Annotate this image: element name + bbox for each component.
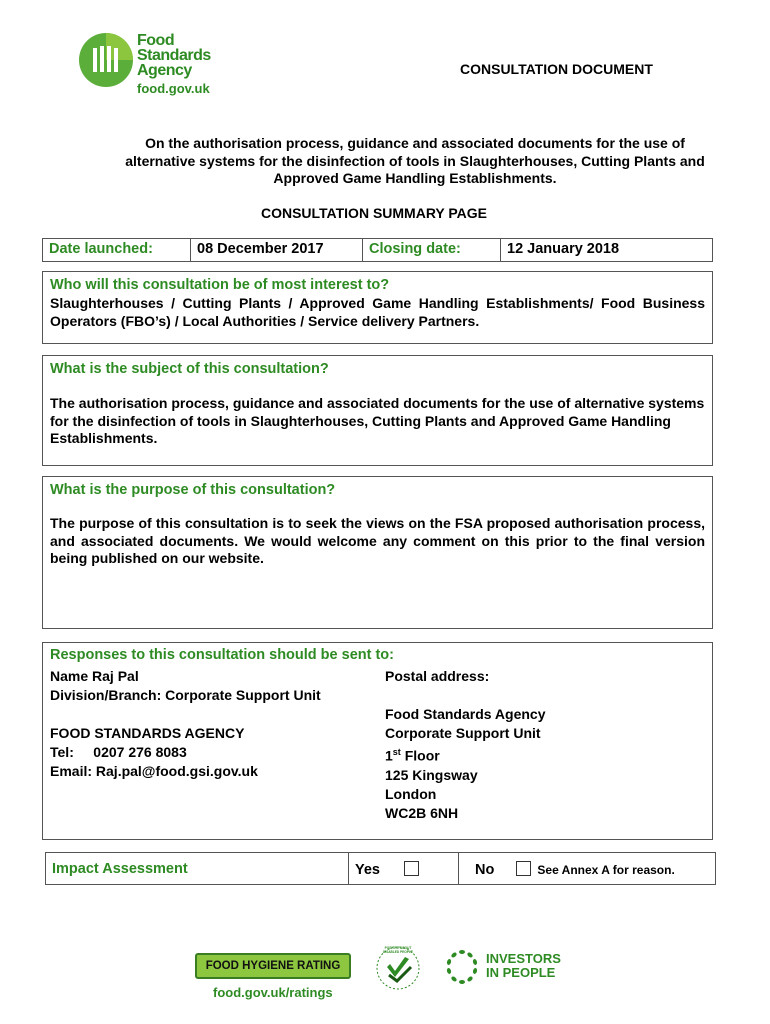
impact-row: [45, 852, 716, 885]
fsa-logo: [78, 30, 228, 100]
purpose-question: What is the purpose of this consultation?: [50, 482, 336, 498]
closing-date-label: Closing date:: [363, 239, 501, 261]
postal-label: Postal address:: [385, 668, 490, 684]
address-line5: London: [385, 785, 437, 802]
fsa-logo-icon: [78, 32, 134, 88]
subject-answer: The authorisation process, guidance and associated documents for the use of alternative systems for the disinfection of tools in Slaughterhouses, Cutting Plants and Approved Game Handling Establishments.: [50, 395, 705, 446]
purpose-answer: The purpose of this consultation is to seek the views on the FSA proposed authorisation process, and associated documents. We would welcome any comment on this prior to the final version being published on our website.: [50, 515, 705, 566]
purpose-section: [42, 476, 713, 629]
summary-heading: CONSULTATION SUMMARY PAGE: [260, 205, 488, 221]
contact-tel: Tel: 0207 276 8083: [50, 744, 187, 760]
address-line4: 125 Kingsway: [385, 766, 478, 783]
contact-name: Name Raj Pal: [50, 668, 139, 684]
doc-type-heading: CONSULTATION DOCUMENT: [460, 61, 653, 77]
food-hygiene-rating-logo: [195, 953, 353, 983]
closing-date-value: 12 January 2018: [507, 241, 620, 257]
investors-wreath-icon: [444, 949, 480, 985]
subject-question: What is the subject of this consultation?: [50, 361, 329, 377]
impact-yes-cell: [349, 853, 459, 884]
impact-yes-label: Yes: [355, 862, 380, 878]
responses-heading: Responses to this consultation should be sent to:: [50, 647, 394, 663]
address-line2: Corporate Support Unit: [385, 725, 541, 741]
investors-in-people-logo: [444, 949, 564, 985]
ratings-url: food.gov.uk/ratings: [213, 985, 333, 1000]
hygiene-badge: FOOD HYGIENE RATING: [195, 953, 351, 979]
impact-yes-checkbox[interactable]: [404, 861, 419, 876]
address-line1: Food Standards Agency: [385, 706, 546, 722]
logo-url: food.gov.uk: [137, 81, 210, 96]
dates-row: [42, 238, 713, 262]
impact-no-label: No: [475, 862, 495, 878]
contact-agency: FOOD STANDARDS AGENCY: [50, 725, 245, 741]
interest-section: [42, 271, 713, 344]
investors-line2: IN PEOPLE: [486, 965, 556, 980]
interest-question: Who will this consultation be of most interest to?: [50, 277, 390, 293]
responses-section: [42, 642, 713, 840]
contact-email: Email: Raj.pal@food.gsi.gov.uk: [50, 763, 258, 779]
impact-no-checkbox[interactable]: [516, 861, 531, 876]
contact-division: Division/Branch: Corporate Support Unit: [50, 687, 321, 703]
document-title: On the authorisation process, guidance and associated documents for the use of alternative systems for the disinfection of tools in Slaughterhouses, Cutting Plants and Approved Game Handling Establishments.: [125, 135, 705, 186]
subject-section: [42, 355, 713, 466]
impact-note: See Annex A for reason.: [537, 863, 675, 877]
impact-label: Impact Assessment: [46, 853, 349, 884]
logo-text-line1: Food: [137, 32, 175, 49]
date-launched-label: Date launched:: [43, 239, 191, 261]
address-line6: WC2B 6NH: [385, 804, 459, 821]
investors-line1: INVESTORS: [486, 951, 561, 966]
logo-text-line2: Standards: [137, 47, 211, 64]
disability-symbol: POSITIVE ABOUT DISABLED PEOPLE: [375, 945, 421, 991]
interest-answer: Slaughterhouses / Cutting Plants / Approved Game Handling Establishments/ Food Business Operators (FBO’s) / Local Authorities / Service delivery Partners.: [50, 295, 705, 329]
address-line3: 1st Floor: [385, 747, 440, 764]
date-launched-value: 08 December 2017: [191, 239, 363, 261]
impact-no-cell: [459, 853, 717, 884]
logo-text-line3: Agency: [137, 62, 192, 79]
